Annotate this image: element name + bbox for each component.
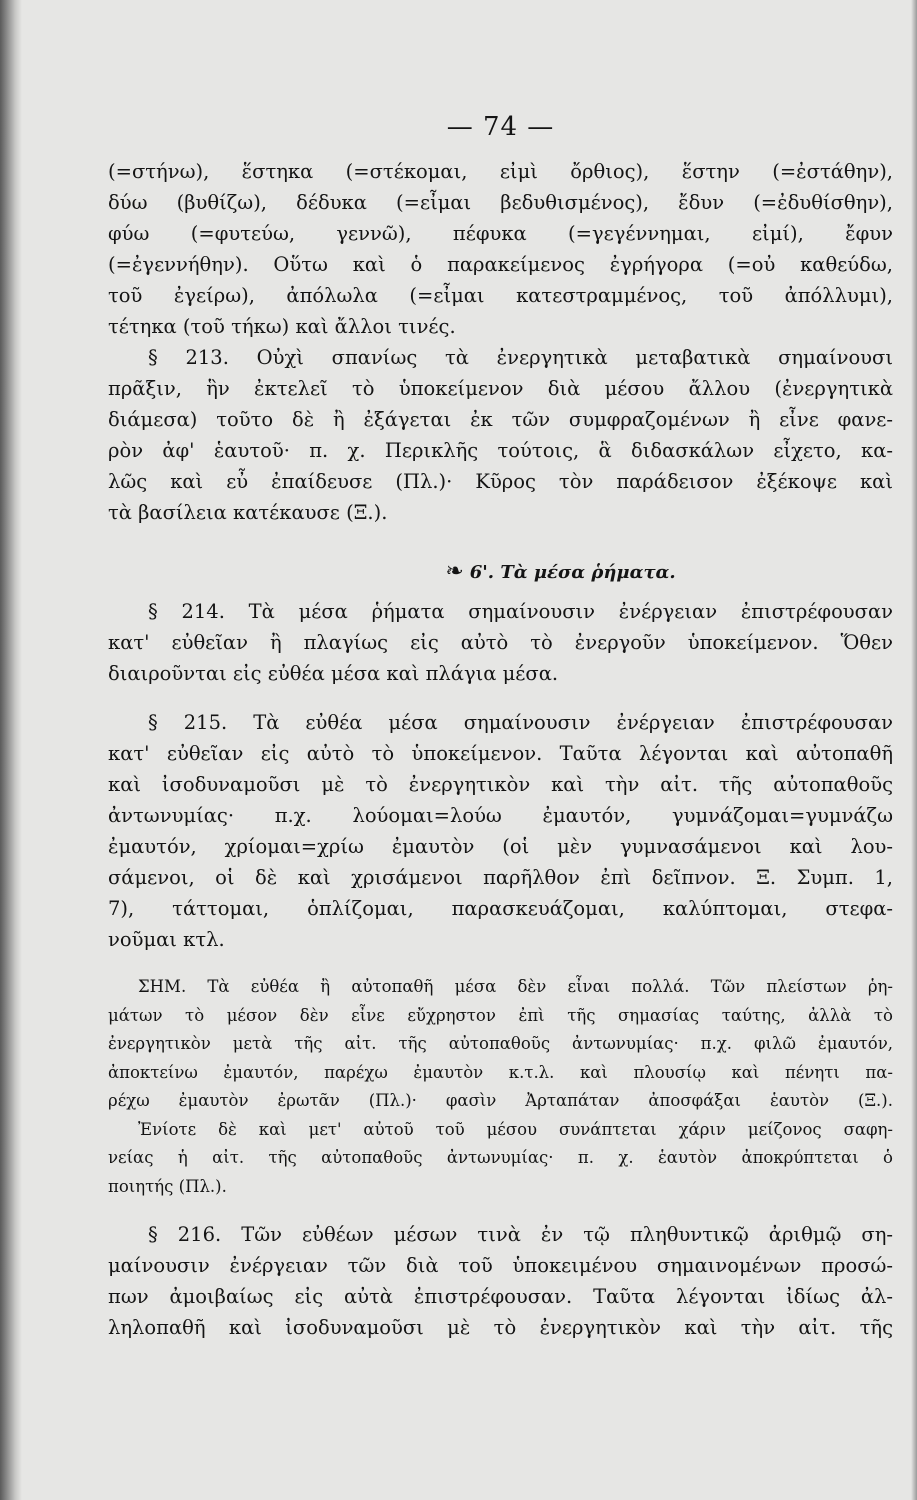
- section-heading: [108, 552, 893, 592]
- note-line: ἀποκτείνω ἐμαυτόν, παρέχω ἐμαυτὸν κ.τ.λ. καὶ πλουσίῳ καὶ πένητι πα-: [108, 1062, 893, 1082]
- note-block: [108, 973, 893, 1201]
- text-line: καὶ ἰσοδυναμοῦσι μὲ τὸ ἐνεργητικὸν καὶ τὴν αἰτ. τῆς αὐτοπαθοῦς: [108, 773, 893, 796]
- text-line: τέτηκα (τοῦ τήκω) καὶ ἄλλοι τινές.: [108, 315, 456, 338]
- page-edge: [911, 0, 917, 1500]
- text-line: διάμεσα) τοῦτο δὲ ἢ ἐξάγεται ἐκ τῶν συμφραζομένων ἢ εἶνε φανε-: [108, 408, 893, 431]
- note-line: ρέχω ἐμαυτὸν ἐρωτᾶν (Πλ.)· φασὶν Ἀρταπάταν ἀποσφάξαι ἑαυτὸν (Ξ.).: [108, 1091, 893, 1110]
- note-line: ποιητής (Πλ.).: [108, 1176, 227, 1196]
- text-line: 7), τάττομαι, ὁπλίζομαι, παρασκευάζομαι, καλύπτομαι, στεφα-: [108, 897, 893, 920]
- text-line: διαιροῦνται εἰς εὐθέα μέσα καὶ πλάγια μέσα.: [108, 662, 559, 685]
- text-line: ἐμαυτόν, χρίομαι=χρίω ἐμαυτὸν (οἱ μὲν γυμνασάμενοι καὶ λου-: [108, 835, 893, 858]
- section-heading-text: 6'. Τὰ μέσα ῥήματα.: [469, 562, 676, 583]
- note-line: νείας ἡ αἰτ. τῆς αὐτοπαθοῦς ἀντωνυμίας· π. χ. ἑαυτὸν ἀποκρύπτεται ὁ: [108, 1148, 893, 1167]
- text-line: τοῦ ἐγείρω), ἀπόλωλα (=εἶμαι κατεστραμμένος, τοῦ ἀπόλλυμι),: [108, 284, 893, 307]
- page-number: — 74 —: [446, 112, 555, 142]
- note-line: ΣΗΜ. Τὰ εὐθέα ἢ αὐτοπαθῆ μέσα δὲν εἶναι πολλά. Τῶν πλείστων ῥη-: [138, 977, 893, 996]
- text-line: μαίνουσιν ἐνέργειαν τῶν διὰ τοῦ ὑποκειμένου σημαινομένων προσώ-: [108, 1254, 893, 1277]
- text-line: σάμενοι, οἱ δὲ καὶ χρισάμενοι παρῆλθον ἐπὶ δεῖπνον. Ξ. Συμπ. 1,: [108, 866, 893, 889]
- text-line: τὰ βασίλεια κατέκαυσε (Ξ.).: [108, 501, 388, 524]
- text-line: πων ἀμοιβαίως εἰς αὐτὰ ἐπιστρέφουσαν. Ταῦτα λέγονται ἰδίως ἀλ-: [108, 1285, 893, 1308]
- text-line: κατ' εὐθεῖαν ἢ πλαγίως εἰς αὐτὸ τὸ ἐνεργοῦν ὑποκείμενον. Ὅθεν: [108, 631, 893, 654]
- text-line: § 214. Τὰ μέσα ῥήματα σημαίνουσιν ἐνέργειαν ἐπιστρέφουσαν: [148, 600, 893, 623]
- paragraph-215: [108, 707, 893, 955]
- text-line: δύω (βυθίζω), δέδυκα (=εἶμαι βεδυθισμένος), ἔδυν (=ἐδυθίσθην),: [108, 191, 893, 214]
- fleuron-icon: ❧: [445, 559, 464, 584]
- text-line: κατ' εὐθεῖαν εἰς αὐτὸ τὸ ὑποκείμενον. Ταῦτα λέγονται καὶ αὐτοπαθῆ: [108, 742, 893, 765]
- text-line: ρὸν ἀφ' ἑαυτοῦ· π. χ. Περικλῆς τούτοις, ἃ διδασκάλων εἶχετο, κα-: [108, 439, 893, 462]
- paragraph-214: [108, 596, 893, 689]
- page-text: [108, 112, 893, 1343]
- page-spine-shadow: [0, 0, 22, 1500]
- note-line: Ἐνίοτε δὲ καὶ μετ' αὐτοῦ τοῦ μέσου συνάπτεται χάριν μείζονος σαφη-: [138, 1119, 893, 1139]
- text-line: πρᾶξιν, ἣν ἐκτελεῖ τὸ ὑποκείμενον διὰ μέσου ἄλλου (ἐνεργητικὰ: [108, 377, 893, 400]
- text-line: (=ἐγεννήθην). Οὕτω καὶ ὁ παρακείμενος ἐγρήγορα (=οὐ καθεύδω,: [108, 253, 893, 276]
- text-line: λῶς καὶ εὖ ἐπαίδευσε (Πλ.)· Κῦρος τὸν παράδεισον ἐξέκοψε καὶ: [108, 470, 893, 493]
- text-line: (=στήνω), ἕστηκα (=στέκομαι, εἰμὶ ὄρθιος), ἕστην (=ἐστάθην),: [108, 160, 893, 183]
- text-line: § 213. Οὐχὶ σπανίως τὰ ἐνεργητικὰ μεταβατικὰ σημαίνουσι: [148, 346, 893, 369]
- text-line: νοῦμαι κτλ.: [108, 928, 225, 951]
- note-line: ἐνεργητικὸν μετὰ τῆς αἰτ. τῆς αὐτοπαθοῦς ἀντωνυμίας· π.χ. φιλῶ ἐμαυτόν,: [108, 1034, 893, 1053]
- text-line: ἀντωνυμίας· π.χ. λούομαι=λούω ἐμαυτόν, γυμνάζομαι=γυμνάζω: [108, 804, 893, 827]
- text-line: § 215. Τὰ εὐθέα μέσα σημαίνουσιν ἐνέργειαν ἐπιστρέφουσαν: [148, 711, 893, 734]
- text-line: ληλοπαθῆ καὶ ἰσοδυναμοῦσι μὲ τὸ ἐνεργητικὸν καὶ τὴν αἰτ. τῆς: [108, 1316, 893, 1339]
- paragraph-intro: [108, 156, 893, 342]
- paragraph-213: [108, 342, 893, 528]
- text-line: § 216. Τῶν εὐθέων μέσων τινὰ ἐν τῷ πληθυντικῷ ἀριθμῷ ση-: [148, 1223, 893, 1246]
- note-line: μάτων τὸ μέσον δὲν εἶνε εὔχρηστον ἐπὶ τῆς σημασίας ταύτης, ἀλλὰ τὸ: [108, 1005, 893, 1025]
- paragraph-216: [108, 1219, 893, 1343]
- text-line: φύω (=φυτεύω, γεννῶ), πέφυκα (=γεγέννημαι, εἰμί), ἔφυν: [108, 222, 893, 245]
